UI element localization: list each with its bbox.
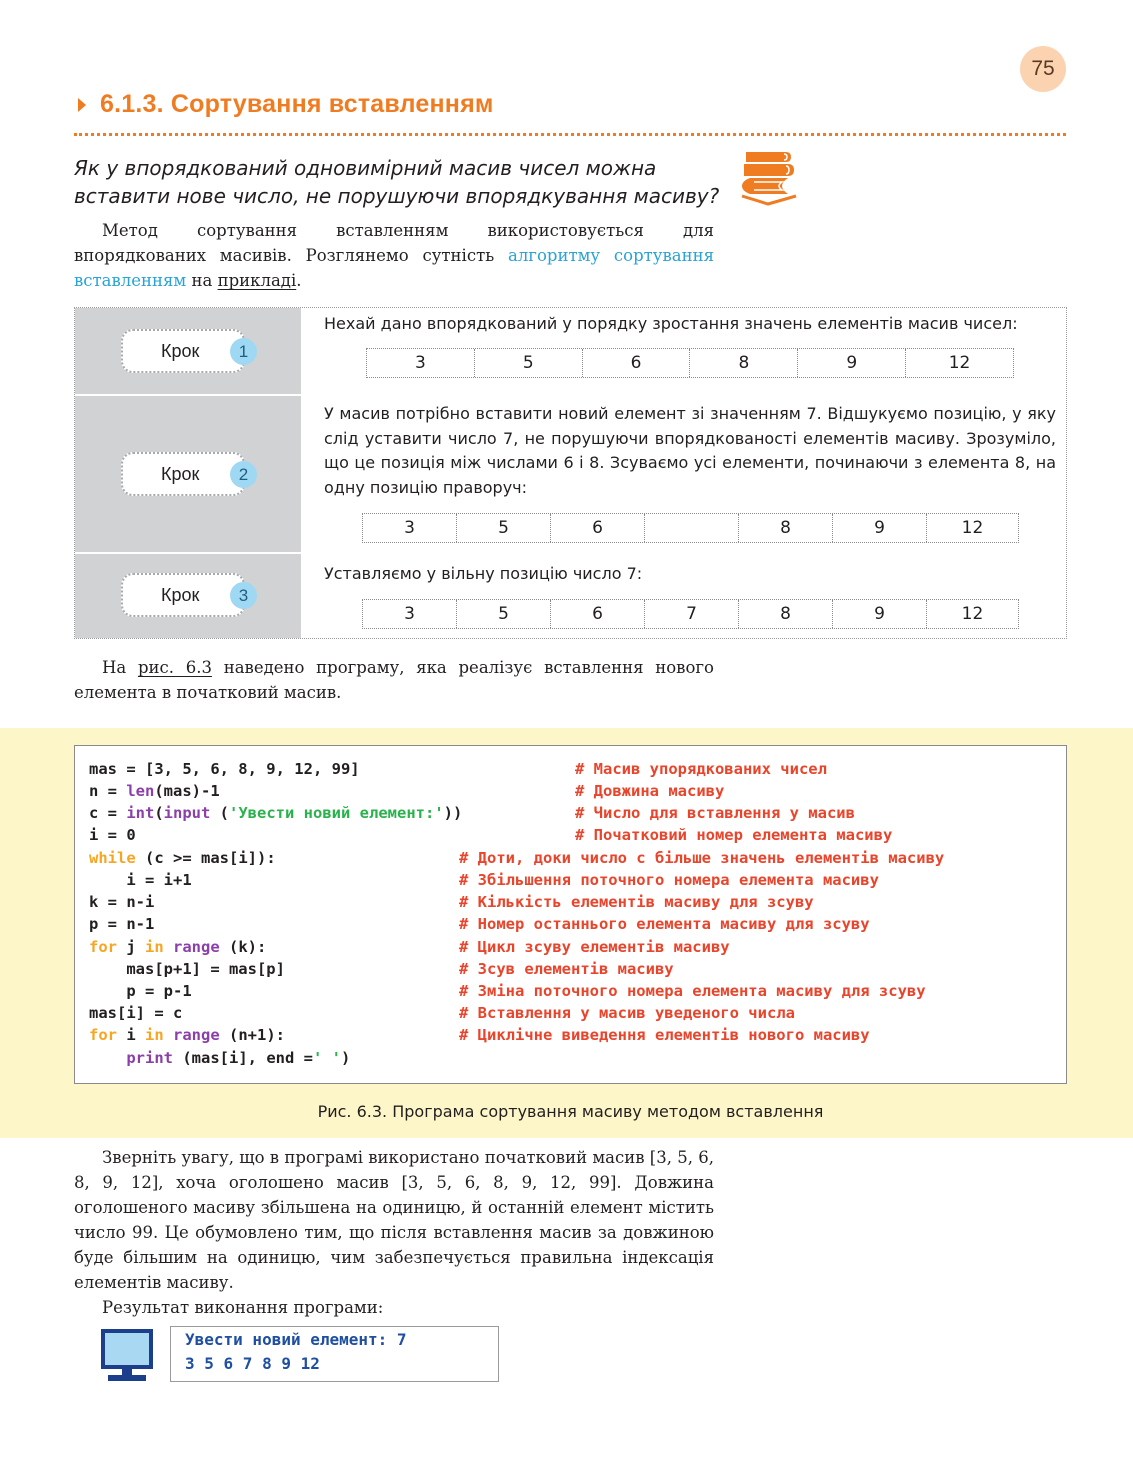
array-cell: 5 (457, 514, 551, 542)
step-2-number-badge: 2 (230, 461, 257, 488)
question-text: Як у впорядкований одновимірний масив чисел можна вставити нове число, не порушуючи впорядкування масиву? (74, 156, 720, 208)
code-line: p = p-1 (89, 982, 192, 1000)
step-3-content (302, 554, 1066, 638)
step-3-text: Уставляємо у вільну позицію число 7: (324, 564, 643, 583)
step-2-array (362, 513, 1019, 543)
step-2-label-panel (75, 396, 302, 552)
code-comment: # Збільшення поточного номера елемента масиву (459, 871, 879, 889)
algorithm-link[interactable]: алгоритму сортування вставленням (74, 246, 714, 290)
code-line: p = n-1 (89, 915, 155, 933)
step-1-label: Крок (161, 340, 200, 361)
code-comment: # Доти, доки число c більше значень елементів масиву (459, 849, 945, 867)
code-comment: # Число для вставлення у масив (575, 804, 855, 822)
array-cell: 9 (798, 349, 906, 377)
explanation-paragraph (74, 1145, 714, 1295)
step-1-content (302, 308, 1066, 394)
step-3-label: Крок (161, 584, 200, 605)
code-listing (74, 745, 1067, 1084)
code-comment: # Зсув елементів масиву (459, 960, 674, 978)
para2-text-1: На (102, 658, 138, 677)
code-line: i = i+1 (89, 871, 192, 889)
intro-text-3: . (296, 271, 302, 290)
output-line: Увести новий елемент: 7 (185, 1330, 407, 1349)
section-heading (74, 90, 1066, 136)
code-comment: # Циклічне виведення елементів нового масиву (459, 1026, 870, 1044)
code-comment: # Початковий номер елемента масиву (575, 826, 893, 844)
code-line: i = 0 (89, 826, 136, 844)
computer-monitor-icon (100, 1328, 154, 1384)
step-2-content (302, 396, 1066, 552)
heading-title: 6.1.3. Сортування вставленням (100, 90, 494, 118)
code-line: mas[p+1] = mas[p] (89, 960, 285, 978)
array-cell: 6 (583, 349, 691, 377)
step-3-array (362, 599, 1019, 629)
step-2-pill (121, 452, 249, 496)
code-comment: # Зміна поточного номера елемента масиву для зсуву (459, 982, 926, 1000)
step-2-label: Крок (161, 463, 200, 484)
step-1-number-badge: 1 (230, 338, 257, 365)
array-cell: 3 (367, 349, 475, 377)
code-comment: # Довжина масиву (575, 782, 725, 800)
step-1-array (366, 348, 1014, 378)
step-1-label-panel (75, 308, 302, 394)
step-row-2 (75, 396, 1066, 552)
figure-reference-link[interactable]: рис. 6.3 (137, 658, 212, 677)
heading-arrow-icon (78, 98, 86, 112)
step-1-pill (121, 329, 249, 373)
code-line: mas[i] = c (89, 1004, 183, 1022)
code-line: n = len(mas)-1 (89, 782, 220, 800)
array-cell: 12 (961, 518, 984, 538)
step-1-text: Нехай дано впорядкований у порядку зростання значень елементів масив чисел: (324, 314, 1018, 333)
intro-text-1: Метод сортування вставленням використовується для впорядкованих масивів. Розглянемо сутність (74, 221, 714, 265)
code-line: for j in range (k): (89, 938, 267, 956)
intro-text-2: на (186, 271, 218, 290)
result-label: Результат виконання програми: (102, 1298, 384, 1317)
array-cell: 5 (457, 600, 551, 628)
array-cell: 8 (739, 600, 833, 628)
array-cell: 9 (833, 514, 927, 542)
program-output (170, 1326, 499, 1382)
array-cell: 3 (363, 514, 457, 542)
code-line: for i in range (n+1): (89, 1026, 286, 1044)
code-line: mas = [3, 5, 6, 8, 9, 12, 99] (89, 760, 360, 778)
code-line: k = n-i (89, 893, 155, 911)
code-line: print (mas[i], end =' ') (126, 1049, 351, 1067)
example-link[interactable]: прикладі (217, 271, 297, 290)
array-cell: 6 (551, 600, 645, 628)
page-number: 75 (1020, 46, 1066, 92)
step-row-1 (75, 308, 1066, 394)
figure-reference-paragraph (74, 655, 714, 705)
array-cell-empty (645, 514, 739, 542)
step-2-text: У масив потрібно вставити новий елемент зі значенням 7. Відшукуємо позицію, у яку слід уставити число 7, не порушуючи впорядкованості елементів масиву. Зрозуміло, що це позиція між числами 6 і 8. Зсуваємо усі елементи, починаючи з елемента 8, на одну позицію праворуч: (324, 404, 1056, 497)
explanation-text: Зверніть увагу, що в програмі використано початковий масив [3, 5, 6, 8, 9, 12], хоча оголошено масив [3, 5, 6, 8, 9, 12, 99]. Довжина оголошеного масиву збільшена на одиницю, й останній елемент містить число 99. Це обумовлено тим, що після вставлення масив за довжиною буде більшим на одиницю, чим забезпечується правильна індексація елементів масиву. (74, 1148, 714, 1292)
code-comment: # Кількість елементів масиву для зсуву (459, 893, 814, 911)
array-cell: 5 (475, 349, 583, 377)
steps-table (74, 307, 1067, 639)
code-comment: # Цикл зсуву елементів масиву (459, 938, 730, 956)
step-3-pill (121, 573, 249, 617)
intro-paragraph (74, 218, 714, 293)
result-label-paragraph (74, 1295, 714, 1320)
books-stack-icon (740, 150, 798, 206)
step-3-label-panel (75, 554, 302, 638)
figure-caption: Рис. 6.3. Програма сортування масиву методом вставлення (317, 1102, 824, 1121)
code-comment: # Масив упорядкованих чисел (575, 760, 827, 778)
array-cell: 8 (739, 514, 833, 542)
para2-text-2: наведено програму, яка реалізує вставлення нового елемента в початковий масив. (74, 658, 714, 702)
code-comment: # Вставлення у масив уведеного числа (459, 1004, 795, 1022)
array-cell: 8 (690, 349, 798, 377)
array-cell: 12 (961, 604, 984, 624)
array-cell: 3 (363, 600, 457, 628)
array-cell: 12 (948, 353, 971, 373)
array-cell: 6 (551, 514, 645, 542)
output-line: 3 5 6 7 8 9 12 (185, 1354, 320, 1373)
code-line: while (c >= mas[i]): (89, 849, 276, 867)
step-row-3 (75, 554, 1066, 638)
array-cell: 7 (645, 600, 739, 628)
code-line: c = int(input ('Увести новий елемент:')) (89, 804, 463, 822)
step-3-number-badge: 3 (230, 582, 257, 609)
array-cell: 9 (833, 600, 927, 628)
code-comment: # Номер останнього елемента масиву для зсуву (459, 915, 870, 933)
